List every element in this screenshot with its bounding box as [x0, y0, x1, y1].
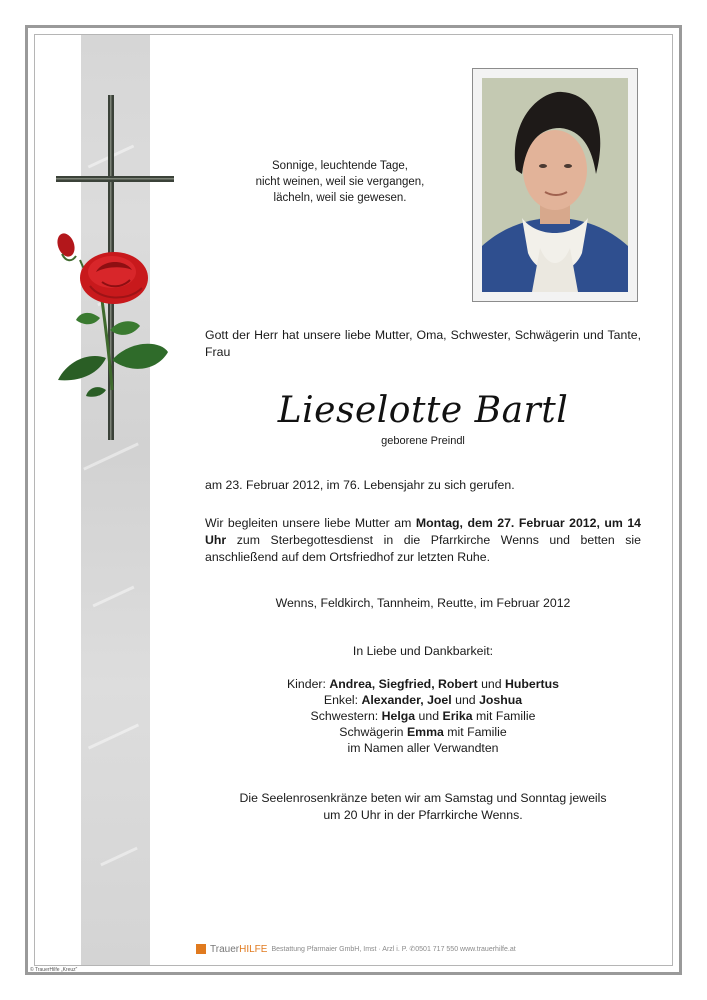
poem-line: lächeln, weil sie gewesen.	[273, 192, 407, 204]
rosary-line: um 20 Uhr in der Pfarrkirche Wenns.	[323, 808, 523, 822]
portrait-frame	[472, 68, 638, 302]
portrait-photo	[482, 78, 628, 292]
funeral-date: Montag, dem 27. Februar 2012, um 14 Uhr	[205, 516, 642, 547]
death-notice: am 23. Februar 2012, im 76. Lebensjahr zu sich gerufen.	[205, 478, 515, 492]
birth-name: geborene Preindl	[381, 435, 465, 447]
family-relatives: im Namen aller Verwandten	[347, 741, 499, 755]
funeral-text: Wir begleiten unsere liebe Mutter am	[205, 516, 416, 530]
brand-logo-icon	[196, 944, 206, 954]
footer-imprint	[196, 942, 646, 956]
rosary-notice	[205, 790, 641, 824]
family-list	[205, 676, 641, 756]
footer-text: Bestattung Pfarmaier GmbH, Imst · Arzl i. P. ✆0501 717 550 www.trauerhilfe.at	[271, 946, 516, 953]
brand-name: TrauerHILFE	[210, 943, 268, 955]
portrait-illustration	[482, 78, 628, 292]
family-grandchildren: Enkel: Alexander, Joel und Joshua	[323, 693, 523, 707]
deceased-name: Lieselotte Bartl	[277, 390, 569, 431]
intro-text: Gott der Herr hat unsere liebe Mutter, Oma, Schwester, Schwägerin und Tante, Frau	[205, 328, 641, 359]
poem-line: nicht weinen, weil sie vergangen,	[255, 176, 425, 188]
family-children: Kinder: Andrea, Siegfried, Robert und Hubertus	[286, 677, 559, 691]
family-sisters: Schwestern: Helga und Erika mit Familie	[310, 709, 536, 723]
place-date: Wenns, Feldkirch, Tannheim, Reutte, im Februar 2012	[275, 596, 571, 610]
gratitude-line: In Liebe und Dankbarkeit:	[352, 644, 494, 658]
family-sister-in-law: Schwägerin Emma mit Familie	[339, 725, 507, 739]
funeral-details	[205, 515, 641, 566]
poem	[215, 158, 465, 206]
copyright-note: © TrauerHilfe „Kreuz“	[30, 967, 78, 973]
rosary-line: Die Seelenrosenkränze beten wir am Samstag und Sonntag jeweils	[239, 791, 607, 805]
cross-with-rose-icon	[40, 90, 180, 450]
funeral-text: zum Sterbegottesdienst in die Pfarrkirche Wenns und betten sie anschließend auf dem Ortsfriedhof zur letzten Ruhe.	[205, 533, 641, 564]
poem-line: Sonnige, leuchtende Tage,	[272, 160, 408, 172]
